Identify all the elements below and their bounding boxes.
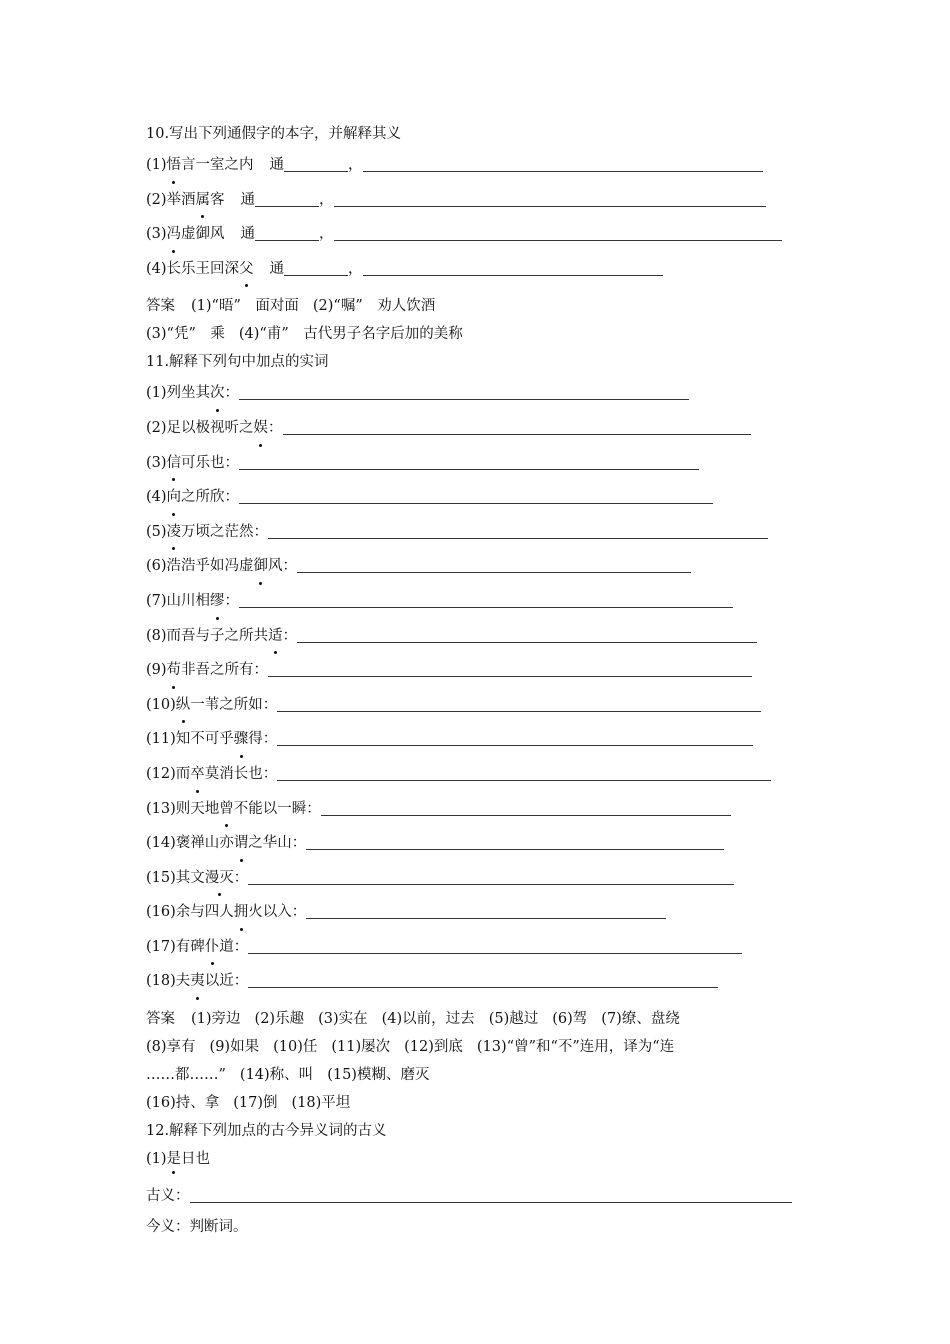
answer-blank[interactable]: [306, 900, 666, 919]
dotted-char: 御: [254, 549, 269, 584]
text-fragment: (4)“甫” 古代男子名字后加的美称: [238, 326, 463, 343]
answer-blank[interactable]: [239, 451, 699, 470]
dotted-char: 属: [196, 183, 211, 218]
answer-blank[interactable]: [248, 969, 718, 988]
text-fragment: ，: [319, 191, 334, 208]
q10-answer-line-1: [146, 292, 816, 320]
answer-blank[interactable]: [239, 589, 733, 608]
text-fragment: (17): [146, 938, 176, 955]
text-fragment: (9)如果: [209, 1039, 260, 1056]
q12-gu-line: [146, 1179, 816, 1214]
q10-title: 10.写出下列通假字的本字，并解释其义: [146, 126, 402, 142]
q10-item-3: [146, 217, 816, 252]
answer-blank[interactable]: [277, 727, 753, 746]
q10-answer-line-2: [146, 320, 816, 348]
text-fragment: (6): [146, 558, 167, 575]
dotted-char: 凌: [167, 515, 182, 550]
answer-blank[interactable]: [268, 658, 752, 677]
dotted-char: 卒: [190, 757, 205, 792]
text-fragment: ：: [268, 419, 283, 436]
q11-item-15: [146, 861, 816, 896]
text-fragment: 非吾之所有：: [181, 662, 269, 679]
tong-label: 通: [240, 226, 256, 243]
q11-item-16: [146, 895, 816, 930]
q10-item-4: [146, 252, 816, 287]
item-number: (4): [146, 260, 167, 277]
text-fragment: (8)享有: [146, 1039, 196, 1056]
worksheet-page: [146, 120, 816, 1240]
answer-blank[interactable]: [248, 935, 742, 954]
answer-blank[interactable]: [297, 554, 691, 573]
q11-item-9: [146, 653, 816, 688]
text-fragment: ：: [224, 592, 240, 609]
text-fragment: 而吾与子之所共: [166, 627, 269, 644]
answer-blank[interactable]: [334, 188, 766, 207]
text-fragment: (18): [146, 973, 176, 990]
text-fragment: ，: [319, 226, 334, 243]
text-fragment: 浩浩乎如冯虚: [166, 558, 254, 575]
answer-blank[interactable]: [321, 797, 731, 816]
tong-label: 通: [269, 157, 285, 173]
text-fragment: (3): [146, 454, 167, 471]
text-fragment: (2): [146, 419, 167, 436]
text-fragment: (10)任: [273, 1039, 318, 1056]
answer-blank[interactable]: [268, 520, 768, 539]
q11-item-4: [146, 480, 816, 515]
answer-blank[interactable]: [255, 222, 319, 241]
dotted-char: 信: [167, 446, 182, 481]
text-fragment: (14): [146, 835, 176, 852]
q12-title: 12.解释下列加点的古今异义词的古义: [146, 1123, 387, 1140]
text-fragment: ：: [282, 627, 298, 644]
text-fragment: (4)以前，过去: [381, 1011, 475, 1028]
item-number: (2): [146, 191, 167, 208]
text-fragment: (8): [146, 627, 167, 644]
text-fragment: (16)持、拿: [146, 1095, 220, 1112]
text-fragment: 得：: [248, 731, 278, 748]
text-fragment: ……都……”: [146, 1067, 226, 1084]
q11-item-18: [146, 964, 816, 999]
text-fragment: 万顷之茫然：: [181, 523, 269, 540]
text-fragment: 而: [175, 765, 191, 782]
dotted-char: 骤: [234, 722, 249, 757]
dotted-char: 父: [239, 252, 254, 287]
text-fragment: ：: [233, 869, 249, 886]
q11-item-13: [146, 792, 816, 827]
q11-answer-line-1: [146, 1005, 816, 1033]
text-fragment: (14)称、叫: [239, 1067, 314, 1084]
text-fragment: 言一室之内: [181, 157, 254, 173]
text-fragment: (16): [146, 904, 176, 921]
dotted-char: 悟: [167, 148, 182, 183]
answer-blank[interactable]: [363, 153, 763, 172]
text-fragment: (1)“晤” 面对面: [191, 298, 299, 315]
text-fragment: (11)屡次: [331, 1039, 391, 1056]
text-fragment: 有碑: [175, 938, 205, 955]
text-fragment: 风：: [268, 558, 298, 575]
text-fragment: 山川相: [166, 592, 211, 609]
text-fragment: (13)“曾”和“不”连用，译为“连: [476, 1039, 675, 1056]
text-fragment: 以近：: [204, 973, 249, 990]
dotted-char: 苟: [167, 653, 182, 688]
q12-jin-line: 今义：判断词。: [146, 1218, 248, 1235]
answer-blank[interactable]: [334, 222, 782, 241]
q11-answer-line-4: [146, 1089, 816, 1117]
text-fragment: 日也: [181, 1151, 211, 1168]
text-fragment: (7)缭、盘绕: [601, 1011, 680, 1028]
text-fragment: (3)“凭” 乘: [146, 326, 225, 343]
q10-item-2: [146, 183, 816, 218]
dotted-char: 夷: [190, 964, 205, 999]
text-fragment: ：: [224, 385, 240, 402]
text-fragment: 一苇之所如：: [190, 696, 278, 713]
q11-item-1: [146, 376, 816, 411]
answer-blank[interactable]: [284, 257, 348, 276]
text-fragment: 举酒: [166, 191, 196, 208]
answer-label: 答案: [146, 298, 175, 315]
q11-item-8: [146, 619, 816, 654]
text-fragment: (15): [146, 869, 176, 886]
answer-blank[interactable]: [297, 624, 757, 643]
dotted-char: 曾: [219, 792, 234, 827]
text-fragment: (10): [146, 696, 176, 713]
text-fragment: 则天地: [175, 800, 220, 817]
item-number: (3): [146, 226, 167, 243]
dotted-char: 娱: [254, 411, 269, 446]
text-fragment: (13): [146, 800, 176, 817]
q11-title: 11.解释下列句中加点的实词: [146, 354, 329, 371]
dotted-char: 纵: [176, 688, 191, 723]
text-fragment: (18)平坦: [291, 1095, 351, 1112]
text-fragment: 之华山：: [248, 835, 307, 852]
dotted-char: 漫灭: [205, 861, 234, 896]
text-fragment: (17)倒: [233, 1095, 278, 1112]
answer-blank[interactable]: [306, 831, 724, 850]
text-fragment: 足以极视听之: [166, 419, 254, 436]
text-fragment: (5): [146, 523, 167, 540]
answer-blank[interactable]: [363, 257, 663, 276]
text-fragment: (1): [146, 1151, 167, 1168]
q11-item-14: [146, 826, 816, 861]
text-fragment: (7): [146, 592, 167, 609]
text-fragment: 道：: [219, 938, 249, 955]
text-fragment: (15)模糊、磨灭: [327, 1067, 430, 1084]
dotted-char: 缪: [210, 584, 225, 619]
text-fragment: 客: [210, 191, 225, 208]
q10-item-1: [146, 148, 816, 183]
q11-item-10: [146, 688, 816, 723]
text-fragment: 其文: [175, 869, 205, 886]
q11-item-6: [146, 549, 816, 584]
q12-item-1: [146, 1145, 816, 1173]
tong-label: 通: [269, 260, 285, 277]
q11-item-12: [146, 757, 816, 792]
q11-item-17: [146, 930, 816, 965]
text-fragment: 列坐其: [166, 385, 211, 402]
text-fragment: 可乐也：: [181, 454, 240, 471]
text-fragment: 褒禅山亦: [175, 835, 234, 852]
q11-answer-line-2: [146, 1033, 816, 1061]
text-fragment: 夫: [175, 973, 191, 990]
text-fragment: (12): [146, 765, 176, 782]
text-fragment: 火以入：: [248, 904, 307, 921]
text-fragment: (5)越过: [488, 1011, 539, 1028]
q11-item-5: [146, 515, 816, 550]
item-number: (1): [146, 157, 167, 173]
text-fragment: 虚御风: [181, 226, 225, 243]
answer-blank[interactable]: [277, 762, 771, 781]
q11-item-11: [146, 722, 816, 757]
q11-item-7: [146, 584, 816, 619]
answer-blank[interactable]: [239, 381, 689, 400]
text-fragment: 不能以一瞬：: [233, 800, 321, 817]
answer-label: 答案: [146, 1011, 175, 1028]
answer-blank[interactable]: [284, 153, 348, 172]
text-fragment: (9): [146, 662, 167, 679]
text-fragment: (12)到底: [404, 1039, 463, 1056]
answer-blank[interactable]: [248, 866, 734, 885]
q11-answer-line-3: [146, 1061, 816, 1089]
text-fragment: 知不可乎: [175, 731, 234, 748]
text-fragment: 余与四人: [175, 904, 234, 921]
text-fragment: (2)乐趣: [254, 1011, 305, 1028]
text-fragment: 长乐王回深: [166, 260, 240, 277]
gu-label: 古义：: [146, 1188, 190, 1205]
dotted-char: 适: [268, 619, 283, 654]
dotted-char: 谓: [234, 826, 249, 861]
dotted-char: 仆: [205, 930, 220, 965]
answer-blank[interactable]: [255, 188, 319, 207]
text-fragment: 莫消长也：: [204, 765, 278, 782]
text-fragment: (11): [146, 731, 176, 748]
text-fragment: ，: [348, 157, 363, 173]
text-fragment: (1): [146, 385, 167, 402]
text-fragment: (2)“嘱” 劝人饮酒: [312, 298, 436, 315]
answer-blank[interactable]: [190, 1184, 792, 1203]
answer-blank[interactable]: [283, 416, 751, 435]
answer-blank[interactable]: [277, 693, 761, 712]
text-fragment: (6)驾: [552, 1011, 588, 1028]
q11-item-2: [146, 411, 816, 446]
dotted-char: 次: [210, 376, 225, 411]
q11-item-3: [146, 446, 816, 481]
text-fragment: (4): [146, 489, 167, 506]
text-fragment: 之所欣：: [181, 489, 240, 506]
dotted-char: 冯: [167, 217, 182, 252]
dotted-char: 向: [167, 480, 182, 515]
text-fragment: (3)实在: [318, 1011, 368, 1028]
answer-blank[interactable]: [239, 485, 713, 504]
text-fragment: ，: [348, 260, 363, 277]
dotted-char: 拥: [234, 895, 249, 930]
tong-label: 通: [240, 191, 256, 208]
text-fragment: (1)旁边: [191, 1011, 241, 1028]
dotted-char: 是: [167, 1145, 182, 1173]
